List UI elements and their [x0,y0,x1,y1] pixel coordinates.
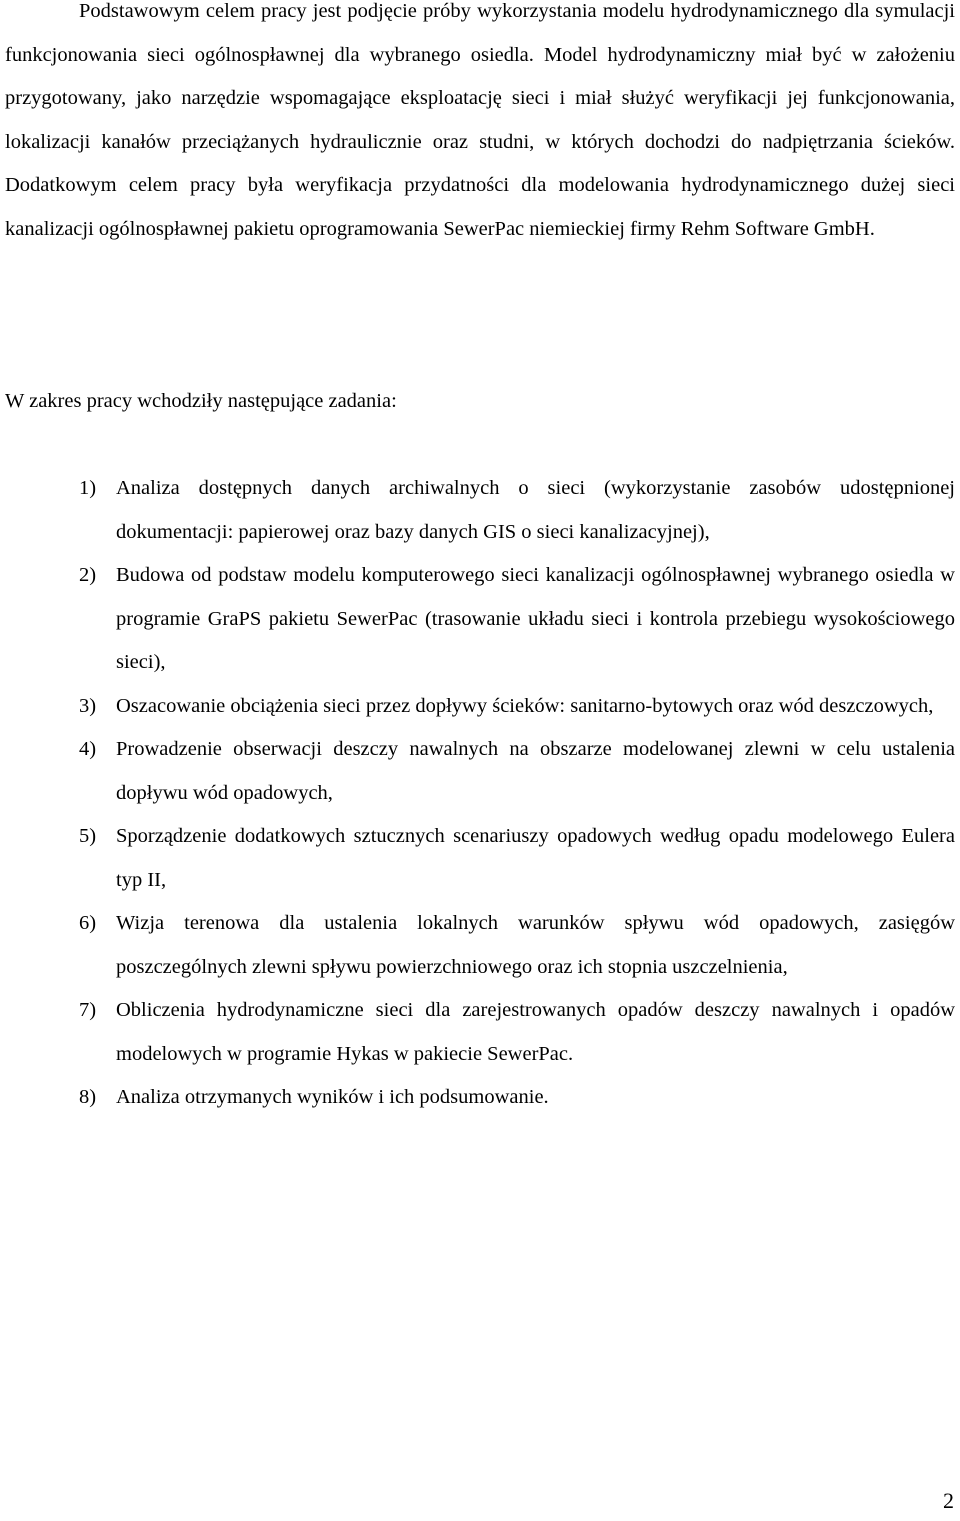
task-text: Oszacowanie obciążenia sieci przez dopływy ścieków: sanitarno-bytowych oraz wód deszczowych, [116,694,934,717]
tasks-lead-in: W zakres pracy wchodziły następujące zadania: [5,390,397,412]
task-list [0,467,960,1120]
intro-paragraph: Podstawowym celem pracy jest podjęcie próby wykorzystania modelu hydrodynamicznego dla symulacji funkcjonowania sieci ogólnospławnej dla wybranego osiedla. Model hydrodynamiczny miał być w założeniu przygotowany, jako narzędzie wspomagające eksploatację sieci i miał służyć weryfikacji jej funkcjonowania, lokalizacji kanałów przeciążanych hydraulicznie oraz studni, w których dochodzi do nadpiętrzania ścieków. Dodatkowym celem pracy była weryfikacja przydatności dla modelowania hydrodynamicznego dużej sieci kanalizacji ogólnospławnej pakietu oprogramowania SewerPac niemieckiej firmy Rehm Software GmbH. [5,0,955,240]
task-item-7 [0,989,960,1076]
task-text: Analiza otrzymanych wyników i ich podsumowanie. [116,1086,549,1108]
task-number: 3) [79,694,97,717]
task-text: Budowa od podstaw modelu komputerowego sieci kanalizacji ogólnospławnej wybranego osiedla w programie GraPS pakietu SewerPac (trasowanie układu sieci i kontrola przebiegu wysokościowego sieci), [116,564,955,673]
task-item-8 [0,1076,960,1120]
task-number: 4) [79,738,97,760]
task-number: 7) [79,999,97,1021]
task-text: Wizja terenowa dla ustalenia lokalnych warunków spływu wód opadowych, zasięgów poszczególnych zlewni spływu powierzchniowego oraz ich stopnia uszczelnienia, [116,912,955,978]
task-text: Sporządzenie dodatkowych sztucznych scenariuszy opadowych według opadu modelowego Eulera typ II, [116,825,955,891]
task-number: 2) [79,564,97,586]
task-number: 1) [79,477,97,499]
task-item-5 [0,815,960,902]
task-item-6 [0,902,960,989]
task-text: Analiza dostępnych danych archiwalnych o sieci (wykorzystanie zasobów udostępnionej dokumentacji: papierowej oraz bazy danych GIS o sieci kanalizacyjnej), [116,477,955,543]
task-number: 6) [79,912,97,934]
task-item-4 [0,728,960,815]
task-text: Obliczenia hydrodynamiczne sieci dla zarejestrowanych opadów deszczy nawalnych i opadów modelowych w programie Hykas w pakiecie SewerPac. [116,999,955,1065]
page-number: 2 [943,1488,954,1513]
task-item-1 [0,467,960,554]
task-number: 8) [79,1086,97,1108]
task-number: 5) [79,825,97,847]
task-text: Prowadzenie obserwacji deszczy nawalnych na obszarze modelowanej zlewni w celu ustalenia dopływu wód opadowych, [116,738,955,804]
task-item-2 [0,554,960,685]
task-item-3 [0,685,960,729]
